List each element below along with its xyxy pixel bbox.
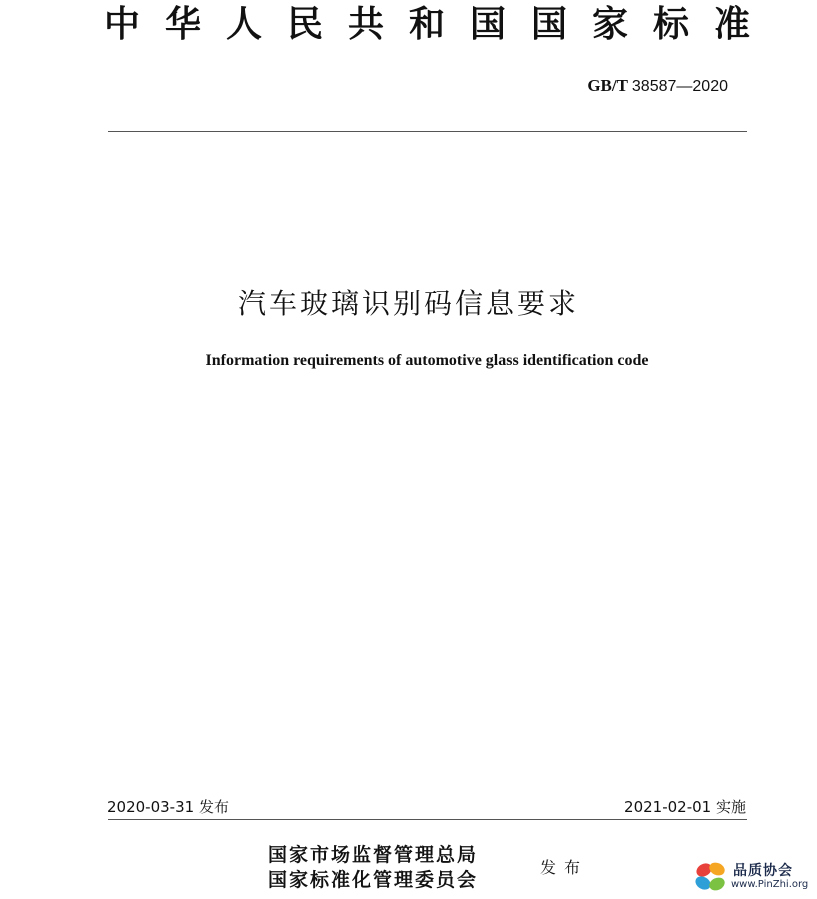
standard-prefix: GB/T <box>587 76 628 95</box>
implementation-date: 2021-02-01 实施 <box>624 798 746 816</box>
watermark-logo <box>693 858 815 896</box>
watermark-url: www.PinZhi.org <box>731 879 809 890</box>
standard-code: 38587—2020 <box>631 78 728 95</box>
document-title-chinese: 汽车玻璃识别码信息要求 <box>237 287 579 320</box>
issuer-samr: 国家市场监督管理总局 <box>268 844 479 866</box>
standard-number <box>587 76 728 96</box>
flower-petals-icon <box>693 860 729 894</box>
release-date: 2020-03-31 发布 <box>107 798 229 816</box>
bottom-divider <box>108 819 747 820</box>
top-divider <box>108 131 747 132</box>
standard-header-title: 中华人民共和国国家标准 <box>104 3 750 45</box>
issuer-sac: 国家标准化管理委员会 <box>268 869 479 891</box>
issue-verb: 发布 <box>540 858 589 877</box>
issuing-organizations <box>268 843 478 893</box>
watermark-name: 品质协会 <box>733 863 793 879</box>
document-title-english: Information requirements of automotive glass identification code <box>205 352 649 369</box>
